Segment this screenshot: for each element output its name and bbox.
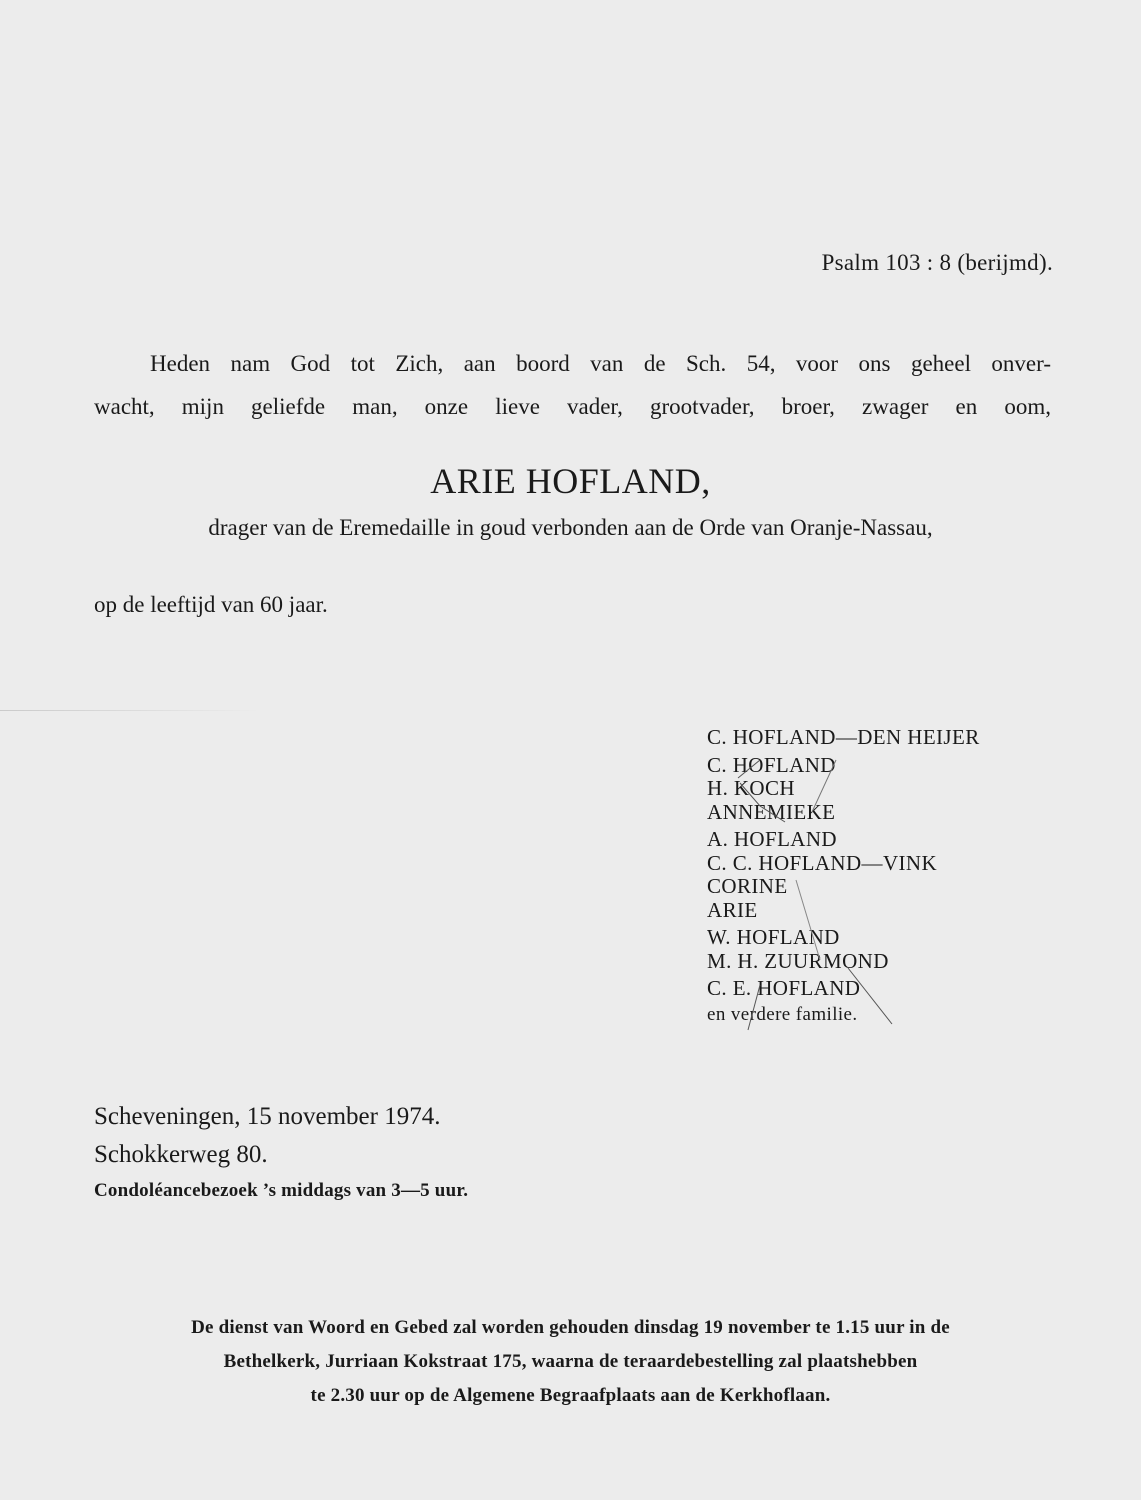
psalm-reference: Psalm 103 : 8 (berijmd).: [821, 250, 1053, 275]
condolence-visit: Condoléancebezoek ’s middags van 3—5 uur.: [94, 1180, 469, 1201]
family-member: C. HOFLAND: [707, 752, 836, 777]
paper-fold-line: [0, 710, 260, 711]
age-at-death: op de leeftijd van 60 jaar.: [94, 592, 328, 617]
family-member: A. HOFLAND: [707, 827, 837, 851]
service-line-3: te 2.30 uur op de Algemene Begraafplaats aan de Kerkhoflaan.: [310, 1385, 831, 1406]
family-member: C. C. HOFLAND—VINK: [707, 850, 938, 875]
intro-line-1: Heden nam God tot Zich, aan boord van de Sch. 54, voor ons geheel onver-: [150, 351, 1051, 376]
service-line-1: De dienst van Woord en Gebed zal worden gehouden dinsdag 19 november te 1.15 uur in de: [191, 1317, 950, 1338]
family-list: [707, 726, 980, 1026]
place-and-date: [94, 1098, 468, 1208]
family-member: W. HOFLAND: [707, 925, 840, 949]
family-member: CORINE: [707, 874, 788, 898]
family-member: H. KOCH: [707, 776, 795, 800]
family-member: ANNEMIEKE: [707, 799, 836, 824]
deceased-name: ARIE HOFLAND,: [430, 461, 711, 501]
family-member: ARIE: [707, 897, 758, 922]
intro-line-2: wacht, mijn geliefde man, onze lieve vader, grootvader, broer, zwager en oom,: [94, 394, 1051, 419]
home-address: Schokkerweg 80.: [94, 1141, 268, 1168]
family-member: C. HOFLAND—DEN HEIJER: [707, 725, 980, 749]
family-member: C. E. HOFLAND: [707, 976, 861, 1000]
announcement-intro: [94, 342, 1051, 428]
city-date: Scheveningen, 15 november 1974.: [94, 1103, 441, 1130]
family-member: en verdere familie.: [707, 1003, 858, 1025]
service-line-2: Bethelkerk, Jurriaan Kokstraat 175, waarna de teraardebestelling zal plaatshebben: [223, 1351, 918, 1372]
funeral-service-info: [0, 1311, 1141, 1413]
family-member: M. H. ZUURMOND: [707, 948, 889, 973]
decoration-honor: drager van de Eremedaille in goud verbonden aan de Orde van Oranje-Nassau,: [208, 515, 933, 540]
